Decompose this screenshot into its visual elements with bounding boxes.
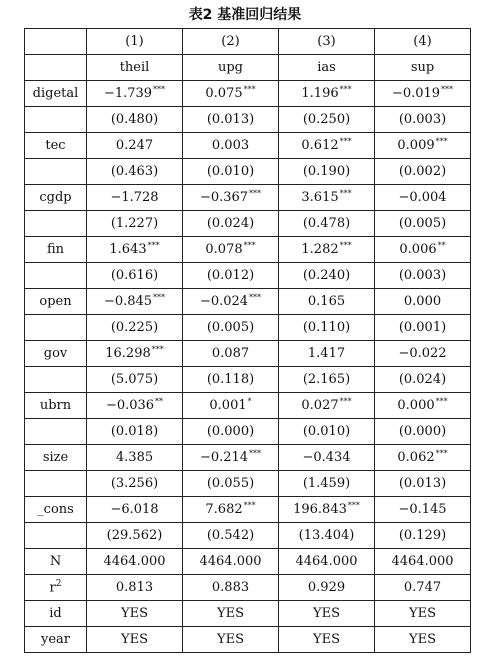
value-cell (279, 367, 375, 393)
value-cell (183, 627, 279, 653)
header-var-cell: theil (87, 55, 183, 81)
significance-stars: *** (441, 84, 454, 94)
coefficient-value: 4.385 (115, 450, 154, 465)
coefficient-value: 0.612 (301, 138, 339, 153)
value-cell (375, 81, 471, 107)
coefficient-value: 0.000 (397, 398, 435, 413)
header-row-numbers (25, 29, 471, 55)
coefficient-value: 0.078 (205, 242, 243, 257)
coefficient-value: (2.165) (302, 372, 351, 387)
coefficient-value: (29.562) (106, 528, 163, 543)
value-cell (183, 471, 279, 497)
significance-stars: *** (339, 240, 352, 250)
row-label-cell (25, 341, 87, 367)
value-cell (87, 601, 183, 627)
table-row-id (25, 601, 471, 627)
coefficient-value: 4464.000 (199, 554, 262, 569)
coefficient-value: 0.747 (403, 580, 442, 595)
coefficient-value: 0.813 (115, 580, 154, 595)
value-cell (87, 211, 183, 237)
coefficient-value: 4464.000 (295, 554, 358, 569)
value-cell (183, 575, 279, 601)
coefficient-value: (0.005) (206, 320, 255, 335)
row-label-cell (25, 393, 87, 419)
table-row-ubrn (25, 393, 471, 419)
coefficient-value: −0.024 (199, 294, 249, 309)
table-row-gov (25, 341, 471, 367)
value-cell (279, 341, 375, 367)
value-cell (279, 627, 375, 653)
value-cell (87, 523, 183, 549)
coefficient-value: (0.463) (110, 164, 159, 179)
value-cell (183, 497, 279, 523)
value-cell (87, 445, 183, 471)
value-cell (375, 549, 471, 575)
value-cell (183, 445, 279, 471)
table-row-se (25, 523, 471, 549)
row-label-cell (25, 601, 87, 627)
value-cell (87, 81, 183, 107)
table-row-fin (25, 237, 471, 263)
coefficient-value: 4464.000 (103, 554, 166, 569)
row-label-cell (25, 263, 87, 289)
header-number-cell: (3) (279, 29, 375, 55)
value-cell (87, 575, 183, 601)
value-cell (375, 133, 471, 159)
significance-stars: *** (151, 344, 164, 354)
coefficient-value: 196.843 (293, 502, 347, 517)
value-cell (279, 289, 375, 315)
row-label-cell (25, 445, 87, 471)
value-cell (279, 497, 375, 523)
row-label-cell (25, 289, 87, 315)
significance-stars: ** (155, 396, 164, 406)
significance-stars: *** (249, 448, 262, 458)
value-cell (375, 575, 471, 601)
value-cell (183, 237, 279, 263)
coefficient-value: (0.024) (206, 216, 255, 231)
row-label: r (49, 580, 56, 596)
coefficient-value: (0.005) (398, 216, 447, 231)
row-label-cell (25, 185, 87, 211)
table-body (25, 81, 471, 653)
coefficient-value: −0.145 (398, 502, 447, 517)
header-var-cell: sup (375, 55, 471, 81)
coefficient-value: (5.075) (110, 372, 159, 387)
coefficient-value: (0.002) (398, 164, 447, 179)
value-cell (87, 185, 183, 211)
value-cell (279, 601, 375, 627)
value-cell (87, 237, 183, 263)
table-header (25, 29, 471, 81)
table-row-cons (25, 497, 471, 523)
value-cell (87, 393, 183, 419)
coefficient-value: YES (313, 606, 340, 621)
row-label-cell (25, 497, 87, 523)
significance-stars: *** (339, 84, 352, 94)
coefficient-value: (0.616) (110, 268, 159, 283)
coefficient-value: 0.075 (205, 86, 243, 101)
value-cell (87, 419, 183, 445)
row-label-cell (25, 237, 87, 263)
coefficient-value: (1.227) (110, 216, 159, 231)
row-label-cell (25, 471, 87, 497)
table-row-se (25, 211, 471, 237)
row-label: _cons (37, 502, 74, 517)
row-label-cell (25, 549, 87, 575)
coefficient-value: −6.018 (110, 502, 159, 517)
table-row-se (25, 419, 471, 445)
row-label-cell (25, 133, 87, 159)
table-row-n (25, 549, 471, 575)
coefficient-value: (0.003) (398, 112, 447, 127)
coefficient-value: −0.214 (199, 450, 249, 465)
coefficient-value: YES (409, 632, 436, 647)
significance-stars: *** (243, 500, 256, 510)
value-cell (183, 81, 279, 107)
row-label: size (42, 450, 69, 465)
row-label-cell (25, 419, 87, 445)
coefficient-value: 3.615 (301, 190, 339, 205)
value-cell (183, 601, 279, 627)
header-number-cell: (1) (87, 29, 183, 55)
coefficient-value: (0.018) (110, 424, 159, 439)
value-cell (279, 159, 375, 185)
value-cell (183, 393, 279, 419)
header-var-cell: ias (279, 55, 375, 81)
significance-stars: *** (347, 500, 360, 510)
coefficient-value: 0.006 (399, 242, 437, 257)
coefficient-value: YES (217, 632, 244, 647)
row-label-superscript: 2 (55, 579, 62, 590)
value-cell (279, 445, 375, 471)
row-label-cell (25, 523, 87, 549)
coefficient-value: 1.282 (301, 242, 339, 257)
table-caption: 表2 基准回归结果 (188, 7, 302, 23)
row-label: gov (43, 346, 68, 361)
value-cell (279, 419, 375, 445)
coefficient-value: −0.367 (199, 190, 249, 205)
row-label-cell (25, 81, 87, 107)
value-cell (279, 107, 375, 133)
coefficient-value: (0.012) (206, 268, 255, 283)
coefficient-value: (0.024) (398, 372, 447, 387)
coefficient-value: 0.062 (397, 450, 435, 465)
significance-stars: *** (339, 136, 352, 146)
coefficient-value: 1.417 (307, 346, 346, 361)
value-cell (183, 367, 279, 393)
value-cell (279, 393, 375, 419)
value-cell (279, 237, 375, 263)
significance-stars: *** (243, 84, 256, 94)
coefficient-value: 0.001 (209, 398, 247, 413)
value-cell (279, 185, 375, 211)
coefficient-value: (0.250) (302, 112, 351, 127)
coefficient-value: 0.929 (307, 580, 346, 595)
coefficient-value: 0.247 (115, 138, 154, 153)
value-cell (375, 211, 471, 237)
coefficient-value: (0.190) (302, 164, 351, 179)
coefficient-value: −0.036 (105, 398, 155, 413)
value-cell (375, 627, 471, 653)
significance-stars: *** (249, 188, 262, 198)
significance-stars: * (247, 396, 252, 406)
coefficient-value: (0.013) (206, 112, 255, 127)
value-cell (279, 133, 375, 159)
value-cell (375, 289, 471, 315)
header-corner-cell (25, 55, 87, 81)
coefficient-value: (0.001) (398, 320, 447, 335)
coefficient-value: 16.298 (105, 346, 151, 361)
coefficient-value: (0.129) (398, 528, 447, 543)
value-cell (375, 185, 471, 211)
value-cell (87, 627, 183, 653)
table-row-tec (25, 133, 471, 159)
coefficient-value: 1.196 (301, 86, 339, 101)
coefficient-value: 0.000 (403, 294, 442, 309)
value-cell (183, 133, 279, 159)
value-cell (183, 289, 279, 315)
value-cell (279, 471, 375, 497)
header-var-cell: upg (183, 55, 279, 81)
row-label: ubrn (39, 398, 72, 413)
significance-stars: *** (339, 396, 352, 406)
coefficient-value: 0.027 (301, 398, 339, 413)
value-cell (375, 523, 471, 549)
coefficient-value: 0.087 (211, 346, 250, 361)
value-cell (279, 575, 375, 601)
row-label: id (49, 606, 62, 621)
row-label-cell (25, 159, 87, 185)
coefficient-value: −1.728 (110, 190, 159, 205)
table-row-cgdp (25, 185, 471, 211)
coefficient-value: −0.022 (398, 346, 447, 361)
value-cell (375, 445, 471, 471)
coefficient-value: (0.003) (398, 268, 447, 283)
row-label-cell (25, 211, 87, 237)
coefficient-value: YES (409, 606, 436, 621)
coefficient-value: 0.165 (307, 294, 346, 309)
value-cell (87, 341, 183, 367)
value-cell (87, 315, 183, 341)
value-cell (375, 263, 471, 289)
table-row-year (25, 627, 471, 653)
coefficient-value: 7.682 (205, 502, 243, 517)
coefficient-value: (3.256) (110, 476, 159, 491)
coefficient-value: (0.542) (206, 528, 255, 543)
row-label: year (40, 632, 70, 647)
coefficient-value: −1.739 (103, 86, 153, 101)
table-row-se (25, 315, 471, 341)
row-label: tec (45, 138, 66, 153)
header-number-cell: (2) (183, 29, 279, 55)
significance-stars: *** (435, 136, 448, 146)
coefficient-value: YES (217, 606, 244, 621)
coefficient-value: (0.055) (206, 476, 255, 491)
coefficient-value: (0.010) (302, 424, 351, 439)
coefficient-value: YES (313, 632, 340, 647)
value-cell (279, 263, 375, 289)
table-row-open (25, 289, 471, 315)
row-label-cell (25, 627, 87, 653)
value-cell (375, 367, 471, 393)
table-row-se (25, 471, 471, 497)
value-cell (183, 211, 279, 237)
coefficient-value: 0.003 (211, 138, 250, 153)
table-row-digetal (25, 81, 471, 107)
coefficient-value: −0.845 (103, 294, 153, 309)
header-row-vars (25, 55, 471, 81)
value-cell (183, 419, 279, 445)
value-cell (375, 419, 471, 445)
value-cell (183, 107, 279, 133)
value-cell (87, 367, 183, 393)
row-label-cell (25, 367, 87, 393)
row-label-cell (25, 315, 87, 341)
value-cell (87, 497, 183, 523)
table-row-se (25, 263, 471, 289)
significance-stars: *** (153, 84, 166, 94)
coefficient-value: (0.013) (398, 476, 447, 491)
coefficient-value: −0.434 (302, 450, 351, 465)
value-cell (183, 315, 279, 341)
coefficient-value: 1.643 (109, 242, 147, 257)
value-cell (183, 523, 279, 549)
coefficient-value: (0.000) (206, 424, 255, 439)
value-cell (87, 263, 183, 289)
coefficient-value: (0.000) (398, 424, 447, 439)
table-row-se (25, 107, 471, 133)
coefficient-value: YES (121, 632, 148, 647)
value-cell (375, 471, 471, 497)
coefficient-value: (1.459) (302, 476, 351, 491)
value-cell (279, 81, 375, 107)
value-cell (375, 315, 471, 341)
value-cell (87, 549, 183, 575)
significance-stars: *** (435, 396, 448, 406)
coefficient-value: (0.478) (302, 216, 351, 231)
table-row-se (25, 159, 471, 185)
coefficient-value: 0.883 (211, 580, 250, 595)
coefficient-value: 0.009 (397, 138, 435, 153)
value-cell (183, 549, 279, 575)
value-cell (375, 497, 471, 523)
value-cell (375, 159, 471, 185)
coefficient-value: (0.240) (302, 268, 351, 283)
regression-table (24, 28, 471, 653)
value-cell (183, 159, 279, 185)
table-row-se (25, 367, 471, 393)
row-label-cell (25, 107, 87, 133)
table-row-size (25, 445, 471, 471)
value-cell (183, 263, 279, 289)
header-corner-cell (25, 29, 87, 55)
value-cell (279, 523, 375, 549)
coefficient-value: (0.110) (302, 320, 351, 335)
coefficient-value: (0.118) (206, 372, 255, 387)
significance-stars: *** (153, 292, 166, 302)
value-cell (183, 185, 279, 211)
value-cell (87, 289, 183, 315)
significance-stars: *** (249, 292, 262, 302)
value-cell (375, 601, 471, 627)
coefficient-value: 4464.000 (391, 554, 454, 569)
row-label-cell (25, 575, 87, 601)
value-cell (279, 211, 375, 237)
value-cell (375, 237, 471, 263)
row-label: fin (46, 242, 65, 257)
coefficient-value: (0.480) (110, 112, 159, 127)
row-label: cgdp (39, 190, 72, 205)
value-cell (375, 393, 471, 419)
coefficient-value: (0.225) (110, 320, 159, 335)
value-cell (183, 341, 279, 367)
significance-stars: *** (339, 188, 352, 198)
value-cell (87, 107, 183, 133)
coefficient-value: −0.019 (391, 86, 441, 101)
coefficient-value: YES (121, 606, 148, 621)
row-label: open (39, 294, 72, 309)
coefficient-value: (0.010) (206, 164, 255, 179)
table-row-r (25, 575, 471, 601)
value-cell (375, 341, 471, 367)
value-cell (87, 159, 183, 185)
header-number-cell: (4) (375, 29, 471, 55)
row-label: digetal (32, 86, 79, 101)
value-cell (87, 133, 183, 159)
coefficient-value: −0.004 (398, 190, 447, 205)
value-cell (279, 549, 375, 575)
row-label: N (49, 554, 62, 569)
value-cell (279, 315, 375, 341)
significance-stars: *** (147, 240, 160, 250)
value-cell (87, 471, 183, 497)
coefficient-value: (13.404) (298, 528, 355, 543)
significance-stars: *** (435, 448, 448, 458)
significance-stars: *** (243, 240, 256, 250)
value-cell (375, 107, 471, 133)
significance-stars: ** (437, 240, 446, 250)
